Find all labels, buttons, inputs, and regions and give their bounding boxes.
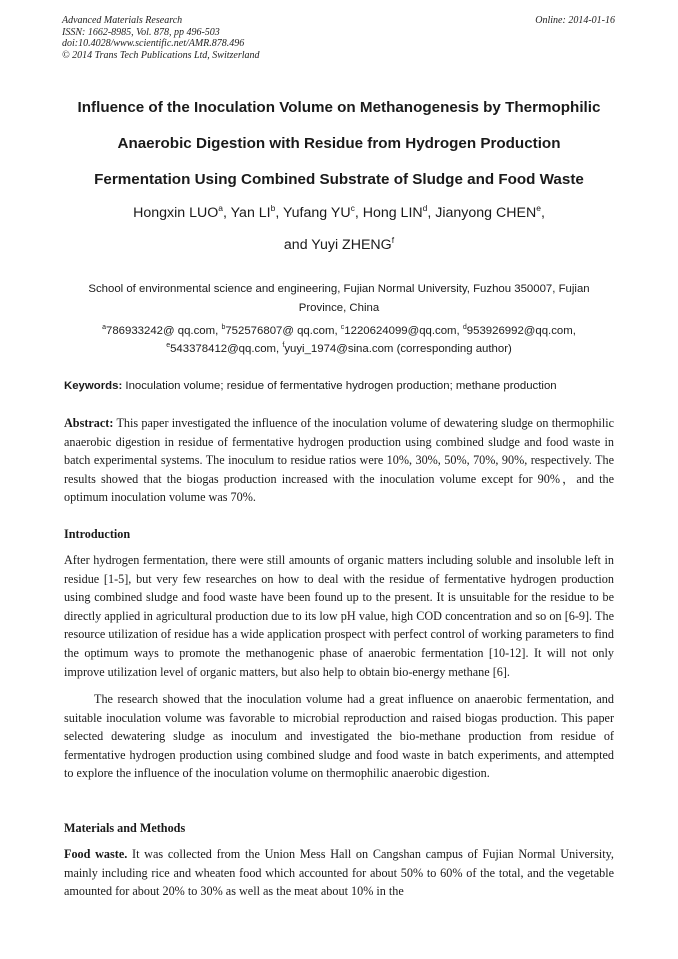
email-link[interactable]: 786933242@ qq.com, [106,325,219,337]
title-line-2: Anaerobic Digestion with Residue from Hydrogen Production [117,135,561,152]
issn-line: ISSN: 1662-8985, Vol. 878, pp 496-503 [62,26,220,38]
paper-title [40,90,638,198]
email-line-2 [40,340,638,358]
author-list [40,197,638,261]
email-line-1 [40,322,638,340]
email-sup: e [166,342,171,349]
email-sup: f [282,342,285,349]
food-waste-label: Food waste. [64,847,128,861]
keywords-label: Keywords: [64,380,123,392]
abstract-text: This paper investigated the influence of the inoculation volume of dewatering sludge on thermophilic anaerobic digestion in residue of fermentative hydrogen production using combined sludge and food waste in batch experimental systems. The inoculum to residue ratios were 10%, 30%, 50%, 70%, 90%, respectively. The results showed that the biogas production increased with the inoculation volume except for 90%，and the optimum inoculation volume was 70%. [64,416,614,505]
section-heading-methods: Materials and Methods [64,821,186,835]
author-sup: f [391,235,395,245]
email-link[interactable]: 752576807@ qq.com, [225,325,338,337]
author-sup: a [218,203,223,213]
author-emails [40,322,638,358]
introduction-paragraph-1: After hydrogen fermentation, there were still amounts of organic matters including soluble and insoluble left in residue [1-5], but very few researches on how to deal with the residue of fermentative hydrogen production using combined sludge and food waste have been found up to the present. It is unsuitable for the residue to be directly applied in agricultural production due to its low pH value, high COD concentration and so on [6-9]. The resource utilization of residue has a wide application prospect with perfect control of working parameters to find the optimum ways to promote the methanogenic phase of anaerobic fermentation [10-12]. It will not only improve utilization level of organic matters, but also help to obtain bio-energy methane [6]. [64,553,614,679]
email-sup: d [462,324,467,331]
author-name: Hong LIN [362,205,423,221]
author-sup: e [536,203,541,213]
abstract [64,414,614,507]
author-name: Jianyong CHEN [435,205,537,221]
abstract-label: Abstract: [64,416,114,430]
author-line-1: Hongxin LUO$^a$, Yan $LI^b$, Yufang $YU^c$, Hong LIN$^d$, Jianyong CHEN$^e$, [133,203,545,221]
keywords-text: Inoculation volume; residue of fermentative hydrogen production; methane production [122,380,557,392]
author-name: Yuyi ZHENG [311,237,392,253]
title-line-3: Fermentation Using Combined Substrate of Sludge and Food Waste [94,171,584,188]
author-line-2 [40,229,638,261]
author-conjunction: and [283,237,312,253]
email-link[interactable]: yuyi_1974@sina.com (corresponding author) [284,343,512,355]
food-waste-text: It was collected from the Union Mess Hall on Cangshan campus of Fujian Normal University, mainly including rice and wheaten food which accounted for about 50% to 60% of the total, and the vegetable amounted for about 20% to 30% as well as the meat about 10% in the [64,847,614,899]
email-sup: b [221,324,226,331]
email-link[interactable]: 953926992@qq.com, [466,325,576,337]
email-sup: c [340,324,345,331]
journal-header [62,15,260,61]
online-date: Online: 2014-01-16 [535,15,615,26]
author-name: Yan LI [230,205,271,221]
email-link[interactable]: 1220624099@qq.com, [344,325,460,337]
email-link[interactable]: 543378412@qq.com, [170,343,280,355]
food-waste-paragraph [64,845,614,901]
author-sup: d [422,203,428,213]
keywords [64,378,624,394]
doi-line: doi:10.4028/www.scientific.net/AMR.878.496 [62,38,245,49]
introduction-paragraph-2: The research showed that the inoculation volume had a great influence on anaerobic fermentation, and suitable inoculation volume was favorable to microbial reproduction and raised biogas production. This paper selected dewatering sludge as inoculum and investigated the bio-methane production from residue of fermentative hydrogen production using combined sludge and food waste in batch experiments, and attempted to explore the influence of the inoculation volume on thermophilic anaerobic digestion. [64,692,614,781]
author-sup: c [350,203,355,213]
title-line-1: Influence of the Inoculation Volume on Methanogenesis by Thermophilic [77,99,601,116]
journal-name: Advanced Materials Research [62,15,183,26]
copyright-line: © 2014 Trans Tech Publications Ltd, Switzerland [62,49,260,61]
author-name: Hongxin LUO [133,205,219,221]
section-heading-introduction: Introduction [64,527,131,541]
author-name: Yufang YU [282,205,351,221]
author-sup: b [270,203,276,213]
email-sup: a [102,324,106,331]
affiliation: School of environmental science and engineering, Fujian Normal University, Fuzhou 350007, Fujian Province, China [88,283,590,314]
